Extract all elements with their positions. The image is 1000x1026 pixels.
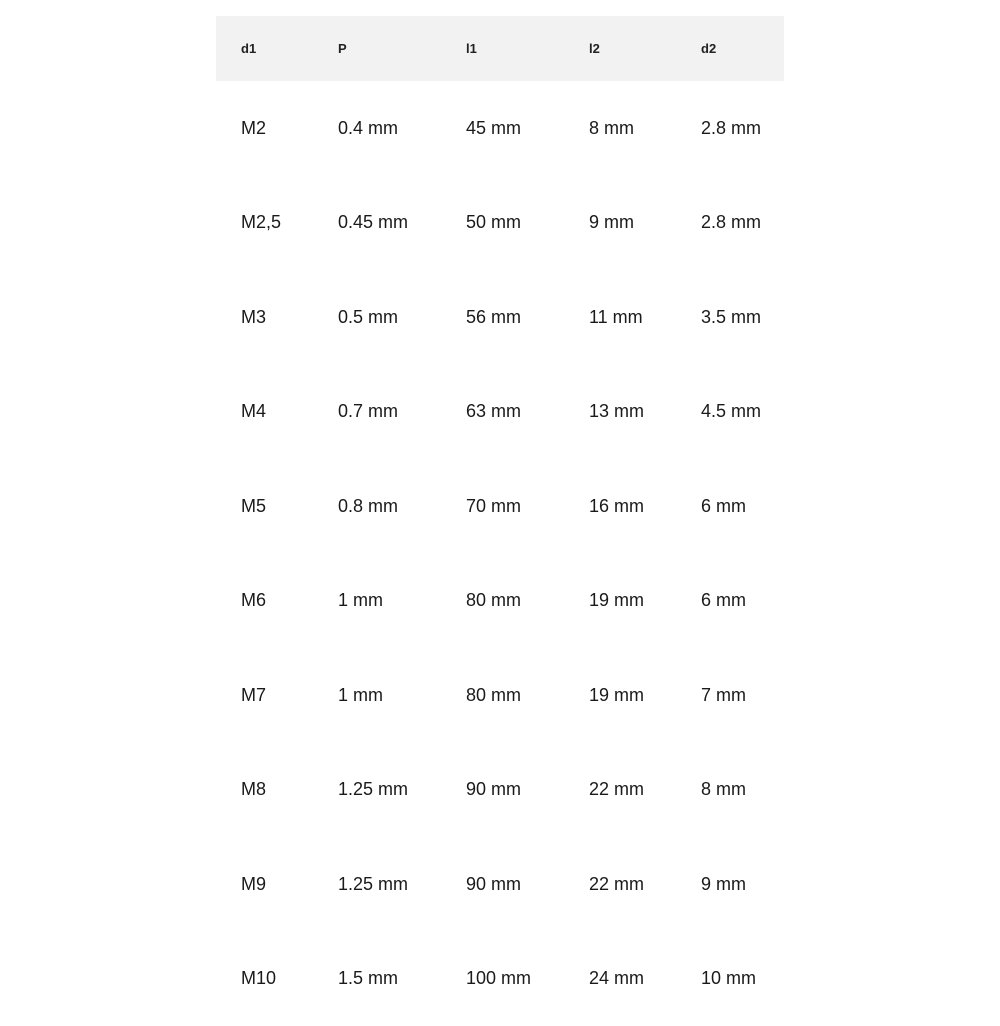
cell-d1: M8 — [216, 743, 338, 838]
cell-d1: M2,5 — [216, 176, 338, 271]
table-row — [216, 837, 784, 932]
cell-l1: 45 mm — [466, 81, 589, 176]
cell-l2: 13 mm — [589, 365, 701, 460]
cell-d2: 10 mm — [701, 932, 784, 1026]
cell-l1: 90 mm — [466, 837, 589, 932]
cell-l2: 19 mm — [589, 554, 701, 649]
cell-p: 0.8 mm — [338, 459, 466, 554]
cell-l1: 80 mm — [466, 554, 589, 649]
header-p: P — [338, 16, 466, 81]
cell-p: 0.5 mm — [338, 270, 466, 365]
table-row — [216, 176, 784, 271]
cell-d2: 4.5 mm — [701, 365, 784, 460]
table-body — [216, 81, 784, 1026]
cell-l2: 11 mm — [589, 270, 701, 365]
table-header — [216, 16, 784, 81]
cell-d1: M9 — [216, 837, 338, 932]
cell-l1: 63 mm — [466, 365, 589, 460]
table-row — [216, 932, 784, 1026]
cell-d2: 8 mm — [701, 743, 784, 838]
table-row — [216, 270, 784, 365]
cell-l1: 50 mm — [466, 176, 589, 271]
cell-l2: 19 mm — [589, 648, 701, 743]
cell-l1: 100 mm — [466, 932, 589, 1026]
cell-d1: M7 — [216, 648, 338, 743]
cell-d2: 2.8 mm — [701, 81, 784, 176]
table-row — [216, 365, 784, 460]
cell-l2: 22 mm — [589, 743, 701, 838]
cell-l1: 56 mm — [466, 270, 589, 365]
cell-l2: 22 mm — [589, 837, 701, 932]
cell-d1: M3 — [216, 270, 338, 365]
cell-p: 1.25 mm — [338, 743, 466, 838]
cell-l2: 24 mm — [589, 932, 701, 1026]
cell-d2: 6 mm — [701, 554, 784, 649]
cell-l1: 70 mm — [466, 459, 589, 554]
cell-l2: 16 mm — [589, 459, 701, 554]
cell-p: 0.45 mm — [338, 176, 466, 271]
table-row — [216, 648, 784, 743]
table-row — [216, 459, 784, 554]
cell-p: 0.4 mm — [338, 81, 466, 176]
cell-l2: 9 mm — [589, 176, 701, 271]
cell-p: 1.5 mm — [338, 932, 466, 1026]
cell-p: 0.7 mm — [338, 365, 466, 460]
table-row — [216, 743, 784, 838]
cell-p: 1 mm — [338, 554, 466, 649]
cell-d2: 7 mm — [701, 648, 784, 743]
cell-l1: 80 mm — [466, 648, 589, 743]
cell-l2: 8 mm — [589, 81, 701, 176]
cell-d1: M4 — [216, 365, 338, 460]
cell-d2: 2.8 mm — [701, 176, 784, 271]
header-l1: l1 — [466, 16, 589, 81]
header-row — [216, 16, 784, 81]
header-d2: d2 — [701, 16, 784, 81]
cell-d1: M2 — [216, 81, 338, 176]
spec-table-container — [216, 16, 784, 1026]
cell-d1: M6 — [216, 554, 338, 649]
cell-l1: 90 mm — [466, 743, 589, 838]
cell-d2: 6 mm — [701, 459, 784, 554]
cell-d1: M10 — [216, 932, 338, 1026]
table-row — [216, 554, 784, 649]
spec-table — [216, 16, 784, 1026]
table-row — [216, 81, 784, 176]
cell-d1: M5 — [216, 459, 338, 554]
header-l2: l2 — [589, 16, 701, 81]
cell-d2: 3.5 mm — [701, 270, 784, 365]
cell-p: 1 mm — [338, 648, 466, 743]
header-d1: d1 — [216, 16, 338, 81]
cell-d2: 9 mm — [701, 837, 784, 932]
cell-p: 1.25 mm — [338, 837, 466, 932]
